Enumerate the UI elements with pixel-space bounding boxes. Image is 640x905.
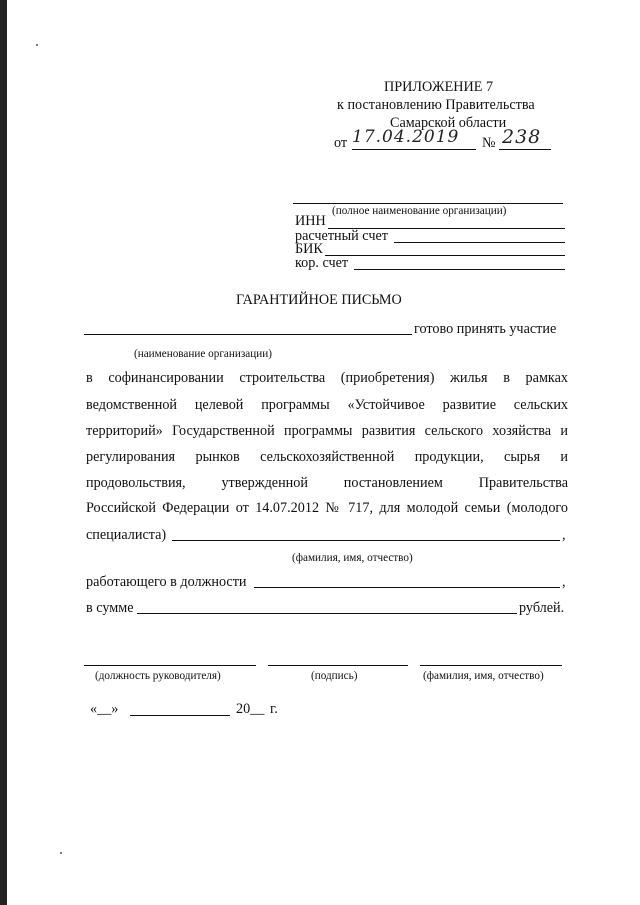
appendix-title: ПРИЛОЖЕНИЕ 7 (384, 79, 494, 95)
bik-label: БИК (295, 241, 323, 257)
specialist-comma: , (562, 527, 566, 543)
org-name-line (293, 203, 563, 204)
date-month-line (130, 715, 230, 716)
position-label: работающего в должности (86, 574, 247, 590)
org-caption: (наименование организации) (134, 348, 272, 360)
scan-speck (60, 852, 62, 854)
account-line (394, 242, 565, 243)
org-name-caption: (полное наименование организации) (332, 205, 507, 217)
resolution-line: к постановлению Правительства (337, 97, 535, 113)
region-line: Самарской области (390, 115, 507, 131)
fio-sign-line (420, 665, 562, 666)
signature-caption: (подпись) (311, 670, 358, 682)
sum-line (137, 613, 517, 614)
bik-line (325, 255, 565, 256)
corr-account-label: кор. счет (295, 255, 349, 271)
fio-sign-caption: (фамилия, имя, отчество) (423, 670, 544, 682)
specialist-label: специалиста) (86, 527, 167, 543)
body-line: продовольствия, утвержденной постановлением Правительства (86, 475, 568, 491)
position-sign-line (84, 665, 256, 666)
number-prefix: № (482, 135, 496, 151)
fio-caption: (фамилия, имя, отчество) (292, 552, 413, 564)
body-line: в софинансировании строительства (приобретения) жилья в рамках (86, 370, 568, 386)
date-day: «__» (90, 701, 119, 717)
position-comma: , (562, 574, 566, 590)
scan-border (0, 0, 7, 905)
inn-label: ИНН (295, 213, 326, 229)
position-line (254, 587, 560, 588)
number-line (499, 149, 551, 150)
signature-line (268, 665, 408, 666)
specialist-line (172, 540, 560, 541)
body-line: регулирования рынков сельскохозяйственной продукции, сырья и (86, 449, 568, 465)
body-line: Российской Федерации от 14.07.2012 № 717, для молодой семьи (молодого (86, 500, 568, 516)
letter-title: ГАРАНТИЙНОЕ ПИСЬМО (236, 292, 402, 308)
scan-speck (36, 44, 38, 46)
org-blank-line (84, 334, 412, 335)
date-line (352, 149, 476, 150)
sum-label: в сумме (86, 600, 134, 616)
rubles-label: рублей. (519, 600, 565, 616)
corr-account-line (354, 269, 565, 270)
position-caption: (должность руководителя) (95, 670, 221, 682)
account-label: расчетный счет (295, 228, 388, 244)
date-year: 20__ (236, 701, 265, 717)
date-year-suffix: г. (270, 701, 278, 717)
body-line: ведомственной целевой программы «Устойчивое развитие сельских (86, 397, 568, 413)
ready-text: готово принять участие (414, 321, 557, 337)
date-handwritten: 17.04.2019 (352, 127, 460, 147)
number-handwritten: 238 (502, 126, 542, 148)
date-prefix: от (334, 135, 348, 151)
body-line: территорий» Государственной программы развития сельского хозяйства и (86, 423, 568, 439)
